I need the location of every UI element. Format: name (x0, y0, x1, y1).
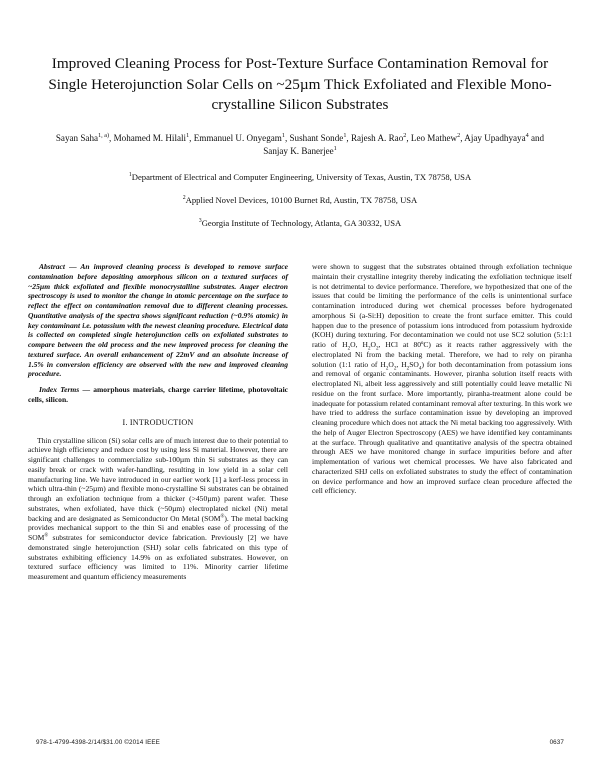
index-terms-label: Index Terms (39, 385, 80, 394)
column-right (312, 262, 572, 582)
section-heading-introduction: I. INTRODUCTION (122, 417, 194, 427)
body-columns (28, 262, 572, 582)
affiliation-1 (36, 171, 564, 183)
page-number: 0637 (549, 739, 564, 746)
column-left (28, 262, 288, 582)
affiliation-3-marker: 3 (198, 217, 202, 224)
abstract-body: An improved cleaning process is developed to remove surface contamination before depositing amorphous silicon on a textured surfaces of ~25µm thick exfoliated and flexible monocrystalline substrates. Auger electron spectroscopy is used to monitor the change in atomic percentage on the surface to reflect the effect on contamination removal due to different cleaning processes. Quantitative analysis of the spectra shows significant reduction (~0.9% atomic) in key contaminant i.e. potassium with the newest cleaning procedure. Electrical data is collected on completed single heterojunction cells on exfoliated substrates to compare between the old process and the new improved process for cleaning the textured surface. An overall enhancement of 22mV and an absolute increase of 1.5% in conversion efficiency are observed with the new and improved cleaning procedure. (28, 262, 289, 379)
abstract-dash: — (69, 262, 77, 271)
author-list: Sayan Saha$^{1, a)}$, Mohamed M. Hilali$^1$, Emmanuel U. Onyegam$^1$, Sushant Sonde$^1$, Rajesh A. Rao$^2$, Leo Mathew$^2$, Ajay Upadhyaya$^4$ and Sanjay K. Banerjee$^1$ (55, 131, 545, 156)
affiliation-2-text: Applied Novel Devices, 10100 Burnet Rd, Austin, TX 78758, USA (185, 194, 418, 205)
affiliation-3 (36, 217, 564, 229)
abstract-label: Abstract (39, 262, 65, 271)
index-terms-dash: — (82, 385, 90, 394)
page-footer (36, 739, 564, 746)
affiliation-3-text: Georgia Institute of Technology, Atlanta, GA 30332, USA (201, 217, 402, 228)
intro-paragraph-right: were shown to suggest that the substrates obtained through exfoliation technique maintain their crystalline integrity thereby indicating the exfoliation technique itself is not detrimental to device performance. Therefore, we hypothesized that one of the issues that could be limiting the performance of the cells is unintentional surface contamination introduced during wet chemical processes before hydrogenated amorphous Si (a-Si:H) deposition to create the front surface emitter. This could happen due to the presence of potassium ions introduced from potassium hydroxide (KOH) during texturing. For decontamination we could not use SC2 solution (5:1:1 ratio of $H_2O$, $H_2O_2$, HCl at 80ºC) as it reacts rather aggressively with the electroplated Ni from the backing metal. Therefore, we had to rely on piranha solution (1:1 ratio of $H_2O_2$, $H_2SO_4$) for both decontamination from potassium ions and removal of organic contaminants. However, piranha solution itself reacts with electroplated Ni, albeit less aggressively and still potentially could leave metallic Ni residue on the front surface. More importantly, piranha-treatment alone could be inadequate for potassium related contaminant removal after texturing. In this work we have tried to address the surface contamination issue by developing an improved cleaning procedure which does not attack the Ni metal backing too aggressively. With the help of Auger Electron Spectroscopy (AES) we have identified key contaminants at the surface. Through qualitative and quantitative analysis of the spectra obtained through AES we have monitored change in surface impurities before and after implementation of various wet chemical processes. We have also fabricated and characterized SHJ cells on exfoliated substrates to study the effect of contamination on device performance and how an improved surface clean procedure affected the cell efficiency. (312, 262, 572, 496)
affiliation-1-marker: 1 (128, 171, 132, 178)
abstract-paragraph (28, 262, 288, 379)
index-terms-body: amorphous materials, charge carrier lifetime, photovoltaic cells, silicon. (28, 385, 289, 404)
affiliation-1-text: Department of Electrical and Computer Engineering, University of Texas, Austin, TX 78758, USA (131, 171, 472, 182)
intro-paragraph-left: Thin crystalline silicon (Si) solar cells are of much interest due to their potential to achieve high efficiency and reduce cost by using less Si material. However, there are significant challenges to commercialize sub-100µm thin Si substrates as they can easily break or crack with wafer-handling, resulting in low yield in a solar cell manufacturing line. We have introduced in our earlier work [1] a kerf-less process in which ultra-thin (~25µm) and flexible mono-crystalline Si substrates can be obtained through an exfoliation technique from a thicker (>450µm) parent wafer. These substrates, when exfoliated, have thick (~50µm) electroplated nickel (Ni) metal backing and are designated as Semiconductor On Metal (SOM®). The metal backing provides mechanical support to the thin Si and enables ease of processing of the SOM® substrates for semiconductor device fabrication. Previously [2] we have demonstrated single heterojunction (SHJ) solar cells fabricated on this type of substrates exhibiting efficiency 14.9% on as exfoliated substrates. However, on textured surface efficiency was limited to 11%. Minority carrier lifetime measurement and quantum efficiency measurements (28, 435, 288, 581)
affiliation-2-marker: 2 (182, 194, 186, 201)
title-block (0, 0, 600, 229)
index-terms-paragraph (28, 385, 288, 405)
affiliation-2 (36, 194, 564, 206)
page-title: Improved Cleaning Process for Post-Texture Surface Contamination Removal for Single Heterojunction Solar Cells on ~25µm Thick Exfoliated and Flexible Mono-crystalline Silicon Substrates (48, 55, 552, 113)
copyright-notice: 978-1-4799-4398-2/14/$31.00 ©2014 IEEE (36, 739, 160, 746)
